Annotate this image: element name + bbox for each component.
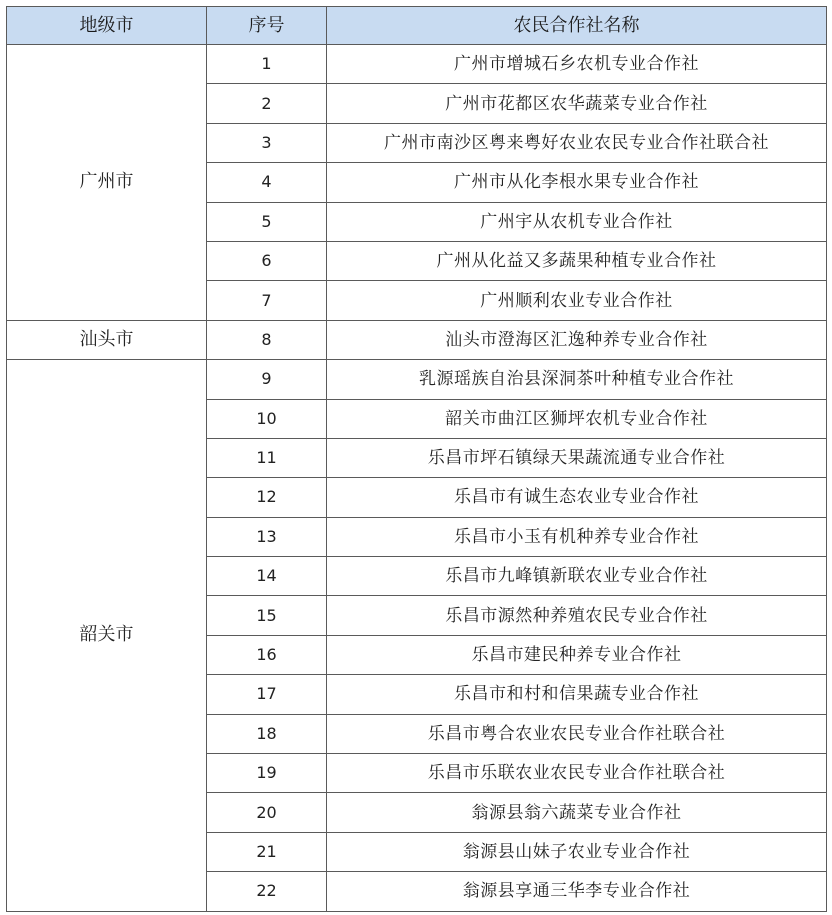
number-cell: 18 — [207, 714, 327, 753]
cooperative-name-cell: 翁源县翁六蔬菜专业合作社 — [327, 793, 827, 832]
cooperative-name-cell: 广州市从化李根水果专业合作社 — [327, 163, 827, 202]
table-header — [7, 7, 827, 45]
header-city: 地级市 — [7, 7, 207, 45]
number-cell: 2 — [207, 84, 327, 123]
cooperative-name-cell: 乐昌市九峰镇新联农业专业合作社 — [327, 557, 827, 596]
cooperative-name-cell: 翁源县享通三华李专业合作社 — [327, 872, 827, 911]
cooperative-name-cell: 乐昌市坪石镇绿天果蔬流通专业合作社 — [327, 438, 827, 477]
number-cell: 4 — [207, 163, 327, 202]
number-cell: 5 — [207, 202, 327, 241]
number-cell: 11 — [207, 438, 327, 477]
cooperative-name-cell: 乳源瑶族自治县深洞茶叶种植专业合作社 — [327, 360, 827, 399]
table-row — [7, 360, 827, 399]
number-cell: 12 — [207, 478, 327, 517]
header-row — [7, 7, 827, 45]
number-cell: 19 — [207, 754, 327, 793]
table-row — [7, 320, 827, 359]
cooperative-name-cell: 广州市花都区农华蔬菜专业合作社 — [327, 84, 827, 123]
header-number: 序号 — [207, 7, 327, 45]
number-cell: 6 — [207, 241, 327, 280]
city-cell: 广州市 — [7, 45, 207, 321]
cooperative-name-cell: 广州市南沙区粤来粤好农业农民专业合作社联合社 — [327, 123, 827, 162]
cooperative-name-cell: 广州顺利农业专业合作社 — [327, 281, 827, 320]
number-cell: 17 — [207, 675, 327, 714]
cooperative-name-cell: 乐昌市源然种养殖农民专业合作社 — [327, 596, 827, 635]
number-cell: 3 — [207, 123, 327, 162]
cooperative-name-cell: 广州宇从农机专业合作社 — [327, 202, 827, 241]
city-cell: 汕头市 — [7, 320, 207, 359]
number-cell: 7 — [207, 281, 327, 320]
table-row — [7, 45, 827, 84]
header-cooperative-name: 农民合作社名称 — [327, 7, 827, 45]
number-cell: 20 — [207, 793, 327, 832]
cooperative-name-cell: 乐昌市乐联农业农民专业合作社联合社 — [327, 754, 827, 793]
number-cell: 21 — [207, 832, 327, 871]
number-cell: 22 — [207, 872, 327, 911]
cooperative-name-cell: 乐昌市建民种养专业合作社 — [327, 635, 827, 674]
number-cell: 16 — [207, 635, 327, 674]
cooperative-name-cell: 广州市增城石乡农机专业合作社 — [327, 45, 827, 84]
cooperative-name-cell: 翁源县山妹子农业专业合作社 — [327, 832, 827, 871]
number-cell: 13 — [207, 517, 327, 556]
number-cell: 9 — [207, 360, 327, 399]
cooperative-name-cell: 乐昌市粤合农业农民专业合作社联合社 — [327, 714, 827, 753]
cooperative-name-cell: 乐昌市有诚生态农业专业合作社 — [327, 478, 827, 517]
cooperative-name-cell: 乐昌市和村和信果蔬专业合作社 — [327, 675, 827, 714]
number-cell: 14 — [207, 557, 327, 596]
number-cell: 8 — [207, 320, 327, 359]
number-cell: 15 — [207, 596, 327, 635]
cooperative-name-cell: 汕头市澄海区汇逸种养专业合作社 — [327, 320, 827, 359]
city-cell: 韶关市 — [7, 360, 207, 911]
cooperatives-table — [6, 6, 827, 912]
cooperative-name-cell: 广州从化益又多蔬果种植专业合作社 — [327, 241, 827, 280]
cooperative-name-cell: 韶关市曲江区狮坪农机专业合作社 — [327, 399, 827, 438]
table-body — [7, 45, 827, 912]
cooperative-name-cell: 乐昌市小玉有机种养专业合作社 — [327, 517, 827, 556]
number-cell: 1 — [207, 45, 327, 84]
number-cell: 10 — [207, 399, 327, 438]
